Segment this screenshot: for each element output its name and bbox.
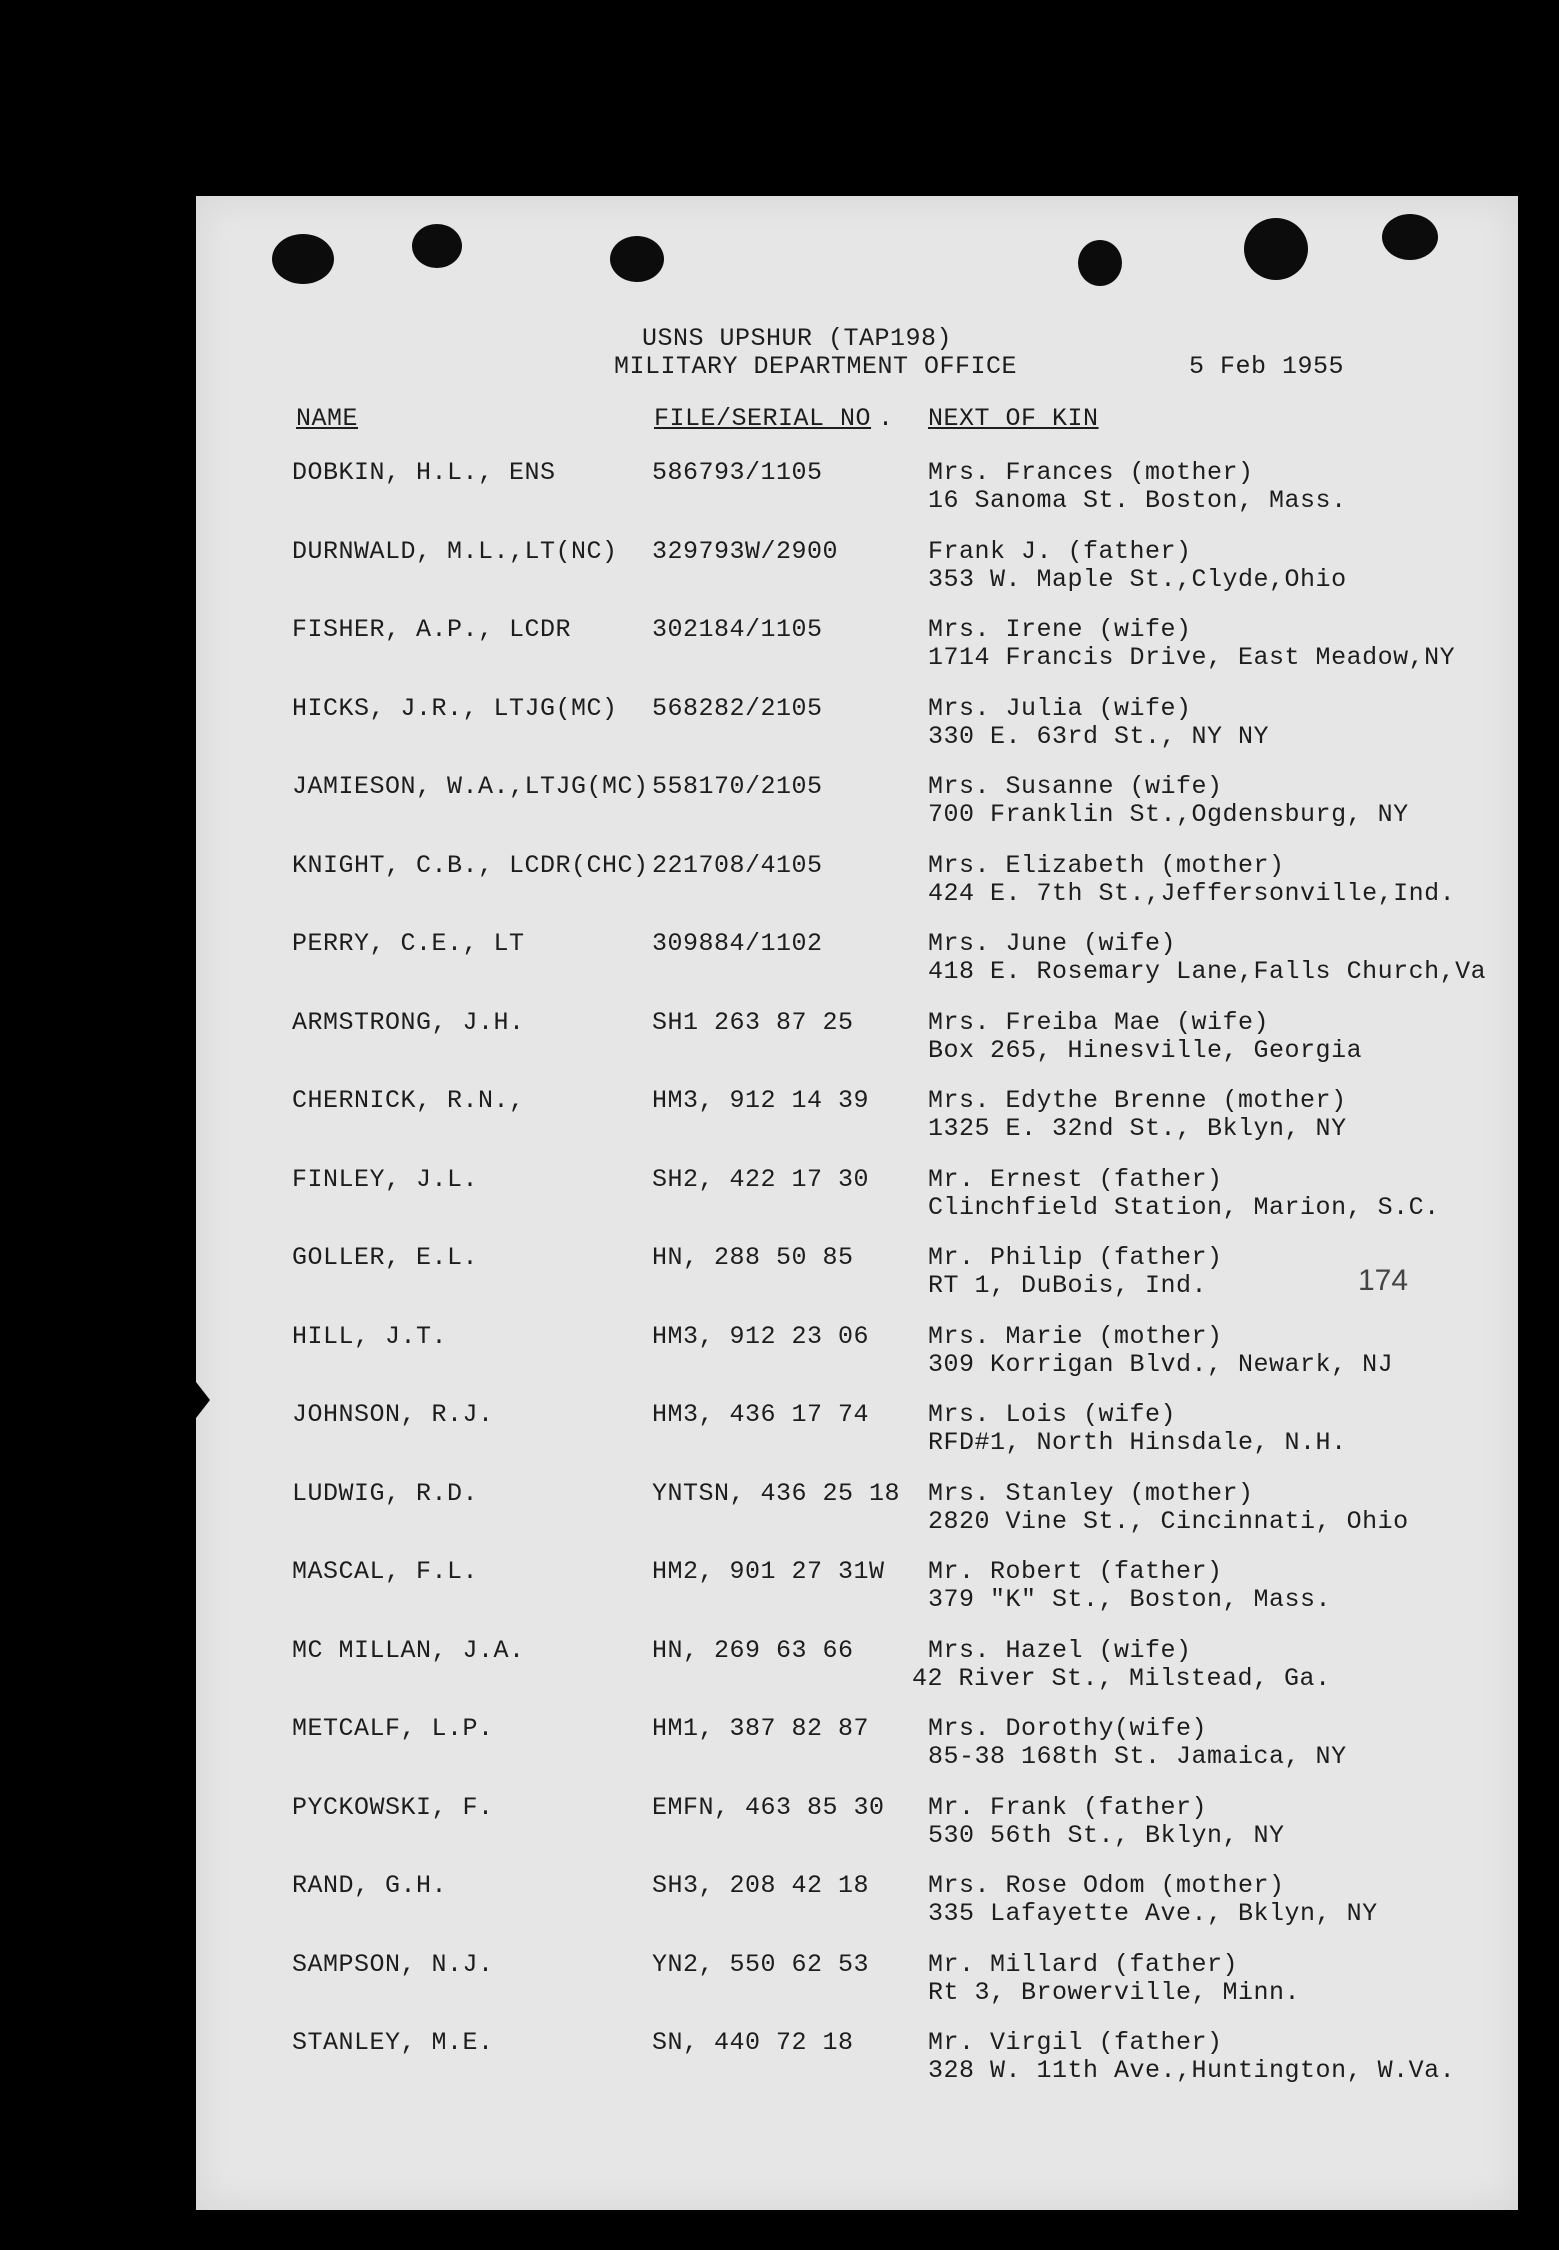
roster-row <box>196 1243 1518 1322</box>
punch-hole <box>1078 240 1122 286</box>
row-next-of-kin: Mrs. Edythe Brenne (mother) <box>928 1086 1347 1115</box>
row-next-of-kin: Mrs. June (wife) <box>928 929 1177 958</box>
row-kin-address: 85-38 168th St. Jamaica, NY <box>928 1742 1347 1771</box>
roster-row <box>196 1400 1518 1479</box>
row-kin-address: 379 "K" St., Boston, Mass. <box>928 1585 1332 1614</box>
row-next-of-kin: Mrs. Stanley (mother) <box>928 1478 1254 1508</box>
ship-title: USNS UPSHUR (TAP198) <box>642 324 953 353</box>
row-name: SAMPSON, N.J. <box>292 1949 494 1979</box>
row-name: MASCAL, F.L. <box>292 1557 479 1586</box>
column-separator: . <box>878 404 894 433</box>
row-file-serial: 329793W/2900 <box>652 536 839 566</box>
row-kin-address: 16 Sanoma St. Boston, Mass. <box>928 486 1347 515</box>
row-file-serial: EMFN, 463 85 30 <box>652 1792 885 1822</box>
row-next-of-kin: Mrs. Julia (wife) <box>928 693 1192 723</box>
row-kin-address: 328 W. 11th Ave.,Huntington, W.Va. <box>928 2056 1456 2085</box>
row-kin-address: RT 1, DuBois, Ind. <box>928 1271 1208 1300</box>
row-next-of-kin: Mrs. Rose Odom (mother) <box>928 1871 1285 1900</box>
row-next-of-kin: Mr. Ernest (father) <box>928 1164 1223 1194</box>
row-name: HILL, J.T. <box>292 1321 448 1351</box>
row-next-of-kin: Mr. Virgil (father) <box>928 2028 1223 2057</box>
row-next-of-kin: Mrs. Lois (wife) <box>928 1400 1177 1429</box>
row-name: MC MILLAN, J.A. <box>292 1635 525 1665</box>
roster-row <box>196 772 1518 851</box>
row-next-of-kin: Mrs. Freiba Mae (wife) <box>928 1007 1270 1037</box>
row-file-serial: HM3, 436 17 74 <box>652 1400 870 1429</box>
row-name: KNIGHT, C.B., LCDR(CHC) <box>292 850 649 880</box>
roster-row <box>196 1479 1518 1558</box>
row-file-serial: SH2, 422 17 30 <box>652 1164 870 1194</box>
row-kin-address: 1714 Francis Drive, East Meadow,NY <box>928 643 1456 672</box>
row-name: CHERNICK, R.N., <box>292 1086 525 1115</box>
row-next-of-kin: Mr. Frank (father) <box>928 1792 1208 1822</box>
row-file-serial: 221708/4105 <box>652 850 823 880</box>
row-next-of-kin: Mrs. Irene (wife) <box>928 615 1192 644</box>
roster-row <box>196 1636 1518 1715</box>
row-kin-address: 42 River St., Milstead, Ga. <box>912 1663 1331 1693</box>
row-kin-address: 2820 Vine St., Cincinnati, Ohio <box>928 1506 1409 1536</box>
row-file-serial: 586793/1105 <box>652 458 823 487</box>
row-name: FINLEY, J.L. <box>292 1164 479 1194</box>
roster-row <box>196 1793 1518 1872</box>
row-file-serial: HM3, 912 23 06 <box>652 1321 870 1351</box>
row-next-of-kin: Frank J. (father) <box>928 536 1192 566</box>
roster-row <box>196 1322 1518 1401</box>
roster-row <box>196 929 1518 1008</box>
row-kin-address: 530 56th St., Bklyn, NY <box>928 1820 1285 1850</box>
row-name: RAND, G.H. <box>292 1871 448 1900</box>
row-name: JOHNSON, R.J. <box>292 1400 494 1429</box>
row-next-of-kin: Mr. Millard (father) <box>928 1949 1239 1979</box>
handwritten-page-number: 174 <box>1358 1264 1409 1297</box>
punch-hole <box>412 224 462 268</box>
row-name: STANLEY, M.E. <box>292 2028 494 2057</box>
roster-row <box>196 1165 1518 1244</box>
row-next-of-kin: Mr. Robert (father) <box>928 1557 1223 1586</box>
roster-row <box>196 2028 1518 2107</box>
punch-hole <box>272 234 334 284</box>
row-file-serial: SH1 263 87 25 <box>652 1007 854 1037</box>
row-kin-address: RFD#1, North Hinsdale, N.H. <box>928 1428 1347 1457</box>
roster-row <box>196 1008 1518 1087</box>
row-name: DURNWALD, M.L.,LT(NC) <box>292 536 618 566</box>
roster-row <box>196 694 1518 773</box>
row-name: DOBKIN, H.L., ENS <box>292 458 556 487</box>
row-kin-address: Box 265, Hinesville, Georgia <box>928 1035 1363 1065</box>
roster-row <box>196 615 1518 694</box>
row-file-serial: HM3, 912 14 39 <box>652 1086 870 1115</box>
row-kin-address: 335 Lafayette Ave., Bklyn, NY <box>928 1899 1378 1928</box>
column-header-file-serial: FILE/SERIAL NO <box>654 404 872 433</box>
document-date: 5 Feb 1955 <box>1189 352 1345 381</box>
row-name: PYCKOWSKI, F. <box>292 1792 494 1822</box>
row-name: PERRY, C.E., LT <box>292 929 525 958</box>
row-name: HICKS, J.R., LTJG(MC) <box>292 693 618 723</box>
row-kin-address: 309 Korrigan Blvd., Newark, NJ <box>928 1349 1394 1379</box>
row-file-serial: YNTSN, 436 25 18 <box>652 1478 901 1508</box>
row-kin-address: 418 E. Rosemary Lane,Falls Church,Va <box>928 957 1487 986</box>
row-next-of-kin: Mrs. Susanne (wife) <box>928 772 1223 801</box>
row-file-serial: HN, 269 63 66 <box>652 1635 854 1665</box>
roster-row <box>196 1086 1518 1165</box>
row-file-serial: SH3, 208 42 18 <box>652 1871 870 1900</box>
row-file-serial: HN, 288 50 85 <box>652 1243 854 1272</box>
row-file-serial: HM2, 901 27 31W <box>652 1557 885 1586</box>
roster-row <box>196 1950 1518 2029</box>
row-name: METCALF, L.P. <box>292 1714 494 1743</box>
page-edge-notch <box>196 1382 210 1418</box>
row-name: LUDWIG, R.D. <box>292 1478 479 1508</box>
document-page <box>196 196 1518 2210</box>
row-kin-address: Clinchfield Station, Marion, S.C. <box>928 1192 1440 1222</box>
column-header-name: NAME <box>296 404 359 433</box>
row-name: GOLLER, E.L. <box>292 1243 479 1272</box>
row-name: ARMSTRONG, J.H. <box>292 1007 525 1037</box>
row-file-serial: SN, 440 72 18 <box>652 2028 854 2057</box>
row-file-serial: 558170/2105 <box>652 772 823 801</box>
row-file-serial: 302184/1105 <box>652 615 823 644</box>
row-next-of-kin: Mrs. Frances (mother) <box>928 458 1254 487</box>
punch-hole <box>1382 214 1438 260</box>
roster-row <box>196 851 1518 930</box>
row-kin-address: 330 E. 63rd St., NY NY <box>928 721 1270 751</box>
row-kin-address: 700 Franklin St.,Ogdensburg, NY <box>928 800 1409 829</box>
office-title: MILITARY DEPARTMENT OFFICE <box>614 352 1018 381</box>
row-kin-address: 424 E. 7th St.,Jeffersonville,Ind. <box>928 878 1456 908</box>
roster-row <box>196 1871 1518 1950</box>
row-next-of-kin: Mrs. Marie (mother) <box>928 1321 1223 1351</box>
row-file-serial: HM1, 387 82 87 <box>652 1714 870 1743</box>
row-file-serial: 568282/2105 <box>652 693 823 723</box>
row-name: JAMIESON, W.A.,LTJG(MC) <box>292 772 649 801</box>
row-next-of-kin: Mrs. Dorothy(wife) <box>928 1714 1208 1743</box>
row-kin-address: Rt 3, Browerville, Minn. <box>928 1977 1301 2007</box>
punch-hole <box>610 236 664 282</box>
punch-hole <box>1244 218 1308 280</box>
roster-row <box>196 537 1518 616</box>
row-next-of-kin: Mrs. Hazel (wife) <box>928 1635 1192 1665</box>
roster-list <box>196 458 1518 2107</box>
row-next-of-kin: Mr. Philip (father) <box>928 1243 1223 1272</box>
row-name: FISHER, A.P., LCDR <box>292 615 572 644</box>
row-next-of-kin: Mrs. Elizabeth (mother) <box>928 850 1285 880</box>
roster-row <box>196 1714 1518 1793</box>
row-kin-address: 1325 E. 32nd St., Bklyn, NY <box>928 1114 1347 1143</box>
row-file-serial: YN2, 550 62 53 <box>652 1949 870 1979</box>
row-file-serial: 309884/1102 <box>652 929 823 958</box>
column-header-next-of-kin: NEXT OF KIN <box>928 404 1099 433</box>
roster-row <box>196 1557 1518 1636</box>
roster-row <box>196 458 1518 537</box>
row-kin-address: 353 W. Maple St.,Clyde,Ohio <box>928 564 1347 594</box>
